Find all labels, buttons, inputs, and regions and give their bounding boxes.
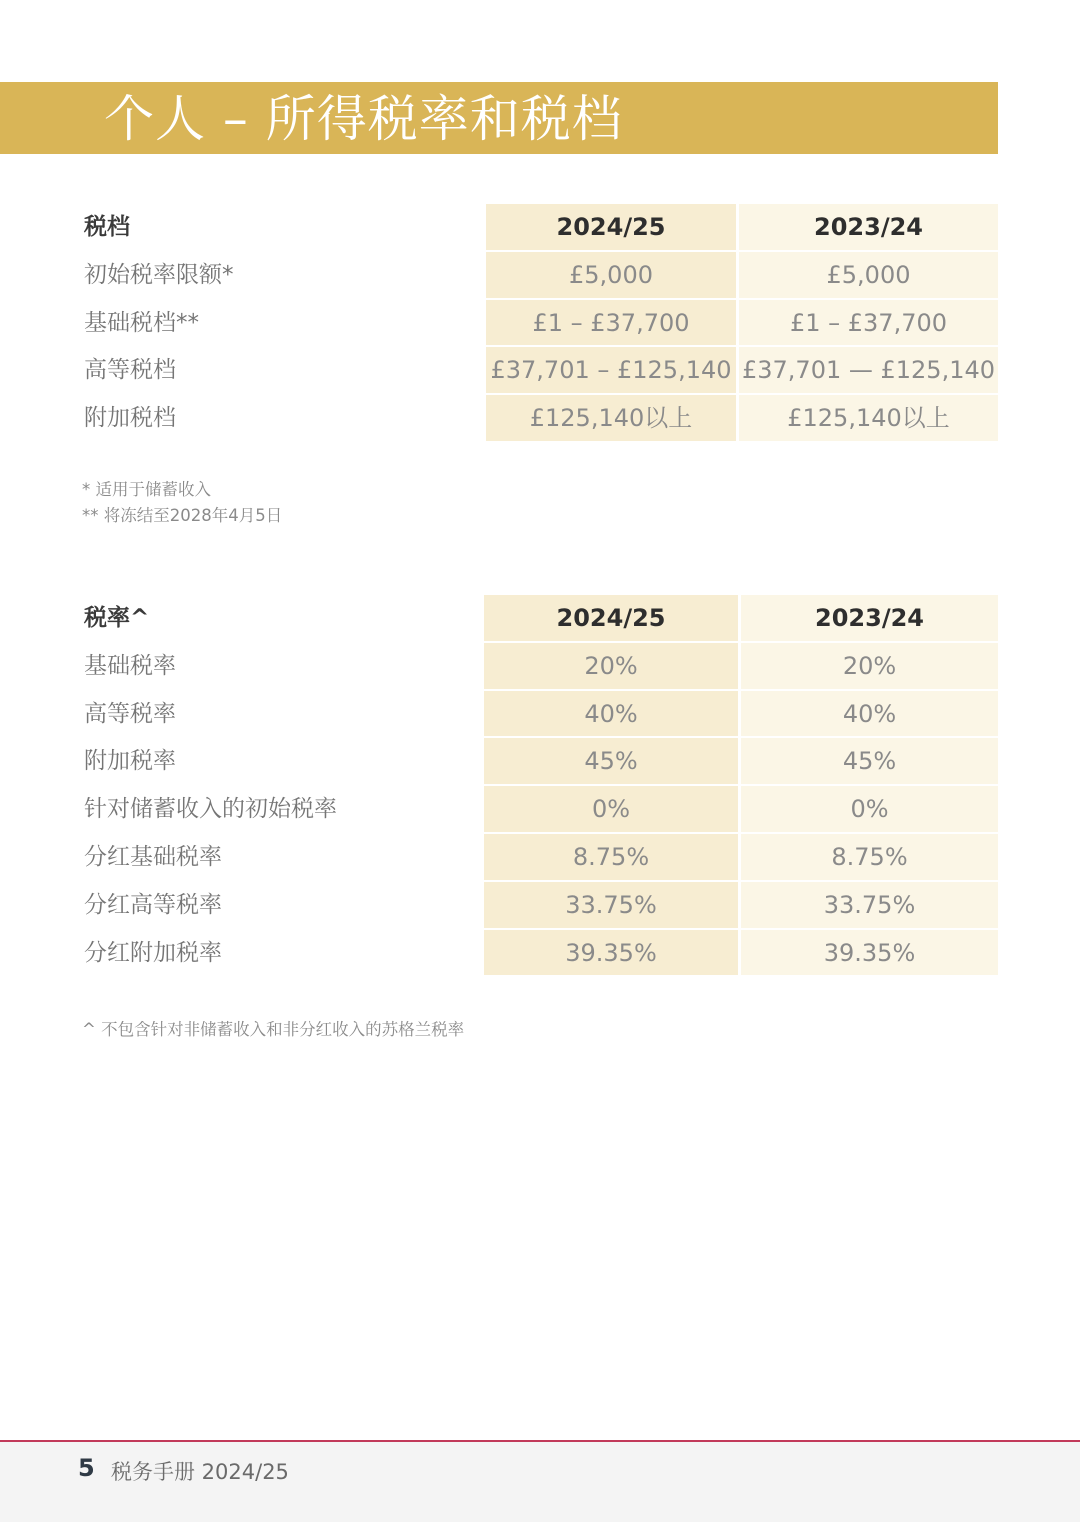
table-cell: 45% [484, 738, 738, 784]
table-cell: £5,000 [486, 252, 736, 298]
table-cell: 20% [484, 643, 738, 689]
table-row [84, 395, 998, 443]
table-cell: 0% [484, 786, 738, 832]
row-label: 基础税率 [84, 652, 176, 679]
table-row [84, 834, 998, 882]
row-label: 针对储蓄收入的初始税率 [84, 796, 337, 823]
table-row [84, 691, 998, 739]
table-cell: 20% [741, 643, 998, 689]
footnote: * 适用于储蓄收入 [82, 480, 211, 499]
table-cell: 0% [741, 786, 998, 832]
row-label: 分红附加税率 [84, 939, 222, 966]
column-header: 2023/24 [739, 204, 998, 250]
column-header: 2024/25 [486, 204, 736, 250]
row-label: 附加税档 [84, 405, 176, 432]
row-label: 高等税档 [84, 357, 176, 384]
column-header: 2024/25 [484, 595, 738, 641]
footnote: ** 将冻结至2028年4月5日 [82, 506, 283, 525]
table-heading: 税率^ [84, 605, 150, 631]
column-header: 2023/24 [741, 595, 998, 641]
table-cell: 39.35% [484, 930, 738, 976]
table-row [84, 738, 998, 786]
table-cell: £37,701 – £125,140 [486, 347, 736, 393]
table-cell: 8.75% [741, 834, 998, 880]
table-cell: 40% [741, 691, 998, 737]
table-cell: £1 – £37,700 [739, 300, 998, 346]
table-cell: £37,701 — £125,140 [739, 347, 998, 393]
title-banner [0, 82, 998, 154]
table-cell: £1 – £37,700 [486, 300, 736, 346]
page-number: 5 [78, 1454, 95, 1482]
table-header-row [84, 595, 998, 643]
tax-bands-table [84, 204, 998, 443]
table-header-row [84, 204, 998, 252]
row-label: 初始税率限额* [84, 261, 234, 288]
table-cell: 33.75% [741, 882, 998, 928]
table-heading: 税档 [84, 214, 130, 240]
table-row [84, 300, 998, 348]
row-label: 分红高等税率 [84, 891, 222, 918]
footer-title: 税务手册 2024/25 [111, 1460, 289, 1484]
footnote: ^ 不包含针对非储蓄收入和非分红收入的苏格兰税率 [82, 1020, 465, 1039]
table-cell: 45% [741, 738, 998, 784]
page-title: 个人 – 所得税率和税档 [104, 90, 623, 148]
table-cell: 39.35% [741, 930, 998, 976]
table-cell: £5,000 [739, 252, 998, 298]
table-cell: 33.75% [484, 882, 738, 928]
table-row [84, 252, 998, 300]
row-label: 附加税率 [84, 748, 176, 775]
row-label: 高等税率 [84, 700, 176, 727]
table-cell: £125,140以上 [486, 395, 736, 441]
table-row [84, 882, 998, 930]
table-row [84, 930, 998, 978]
table-cell: £125,140以上 [739, 395, 998, 441]
table-cell: 8.75% [484, 834, 738, 880]
table-cell: 40% [484, 691, 738, 737]
tax-rates-table [84, 595, 998, 977]
page-footer [0, 1442, 1080, 1522]
row-label: 基础税档** [84, 309, 199, 336]
table-row [84, 643, 998, 691]
row-label: 分红基础税率 [84, 843, 222, 870]
table-row [84, 786, 998, 834]
table-row [84, 347, 998, 395]
